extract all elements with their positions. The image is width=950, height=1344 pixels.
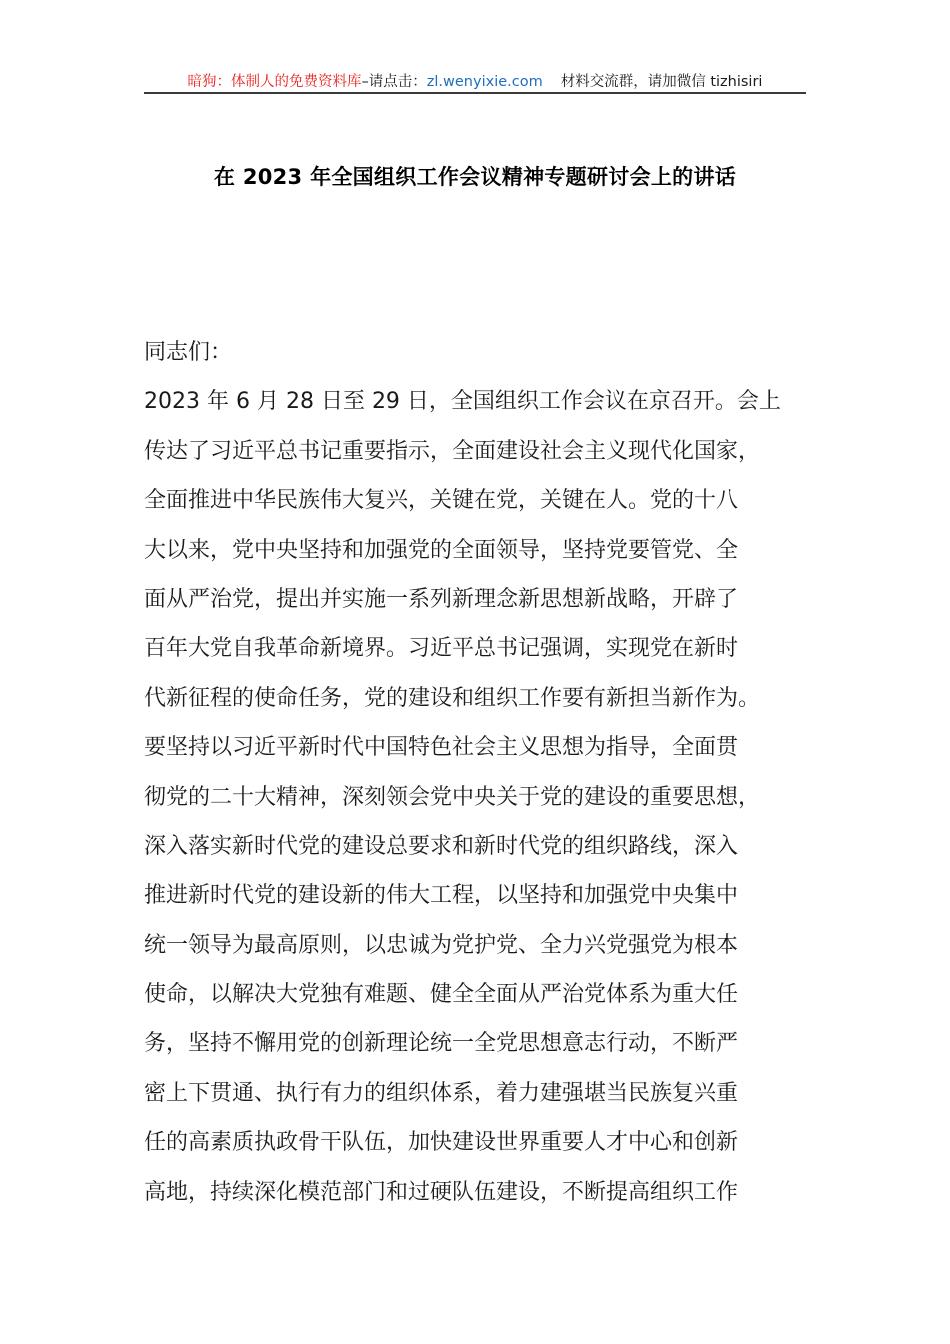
click-prompt: –请点击： — [361, 74, 427, 90]
body-line: 任的高素质执政骨干队伍，加快建设世界重要人才中心和创新 — [144, 1130, 739, 1156]
document-body — [144, 328, 824, 1217]
body-line: 代新征程的使命任务，党的建设和组织工作要有新担当新作为。 — [144, 685, 761, 711]
group-info: 材料交流群，请加微信 tizhisiri — [560, 74, 763, 90]
body-line: 彻党的二十大精神，深刻领会党中央关于党的建设的重要思想， — [144, 784, 761, 810]
header-divider — [144, 92, 806, 94]
body-line: 高地，持续深化模范部门和过硬队伍建设，不断提高组织工作 — [144, 1179, 739, 1205]
site-name: 暗狗：体制人的免费资料库 — [187, 74, 362, 90]
body-line: 推进新时代党的建设新的伟大工程，以坚持和加强党中央集中 — [144, 883, 739, 909]
body-line: 深入落实新时代党的建设总要求和新时代党的组织路线，深入 — [144, 833, 739, 859]
body-line: 面从严治党，提出并实施一系列新理念新思想新战略，开辟了 — [144, 586, 739, 612]
site-link[interactable]: zl.wenyixie.com — [426, 74, 543, 90]
body-line: 使命，以解决大党独有难题、健全全面从严治党体系为重大任 — [144, 982, 739, 1008]
body-line: 传达了习近平总书记重要指示，全面建设社会主义现代化国家， — [144, 438, 761, 464]
body-line: 密上下贯通、执行有力的组织体系，着力建强堪当民族复兴重 — [144, 1080, 739, 1106]
body-line: 全面推进中华民族伟大复兴，关键在党，关键在人。党的十八 — [144, 488, 739, 514]
body-line: 要坚持以习近平新时代中国特色社会主义思想为指导，全面贯 — [144, 735, 739, 761]
body-line: 务，坚持不懈用党的创新理论统一全党思想意志行动，不断严 — [144, 1031, 739, 1057]
body-line: 大以来，党中央坚持和加强党的全面领导，坚持党要管党、全 — [144, 537, 739, 563]
page-header — [144, 70, 806, 92]
body-line: 2023 年 6 月 28 日至 29 日，全国组织工作会议在京召开。会上 — [144, 389, 781, 415]
document-title: 在 2023 年全国组织工作会议精神专题研讨会上的讲话 — [213, 165, 737, 189]
greeting: 同志们： — [144, 340, 233, 365]
body-line: 百年大党自我革命新境界。习近平总书记强调，实现党在新时 — [144, 636, 739, 662]
body-line: 统一领导为最高原则，以忠诚为党护党、全力兴党强党为根本 — [144, 932, 739, 958]
